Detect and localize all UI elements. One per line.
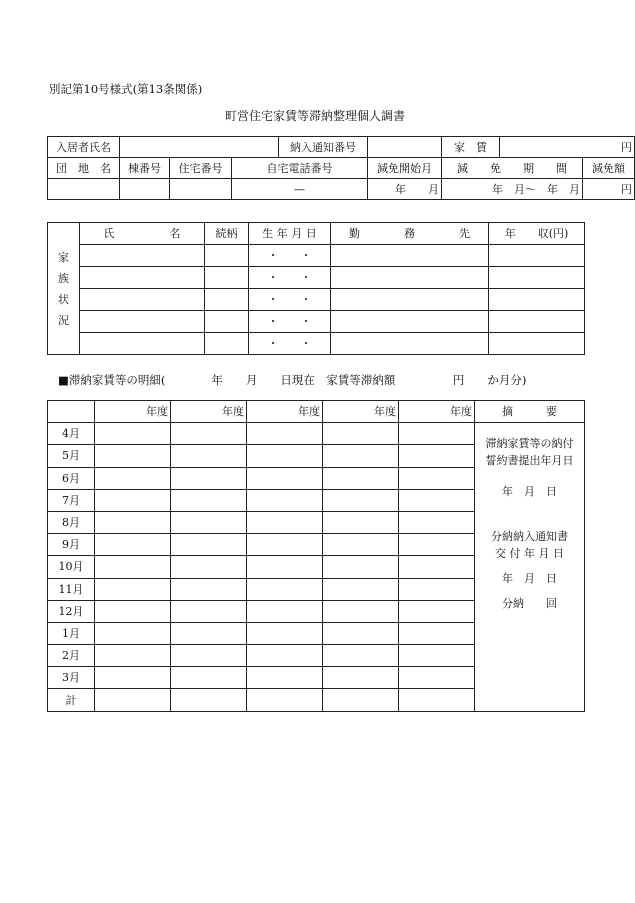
family-birth-field[interactable] — [249, 289, 331, 311]
amount-cell[interactable] — [323, 445, 399, 467]
family-row — [48, 289, 585, 311]
amount-cell[interactable] — [247, 489, 323, 511]
remark-notice-line2: 交 付 年 月 日 — [495, 547, 564, 561]
family-birth-field[interactable] — [249, 245, 331, 267]
rent-field[interactable] — [500, 137, 635, 158]
reduction-amount-label: 減免額 — [583, 158, 635, 179]
family-label-char: 家 — [58, 250, 69, 264]
family-name-field[interactable] — [80, 333, 205, 355]
reduction-amount-field[interactable] — [583, 179, 635, 200]
complex-name-field[interactable] — [48, 179, 120, 200]
amount-cell[interactable] — [171, 600, 247, 622]
amount-cell[interactable] — [323, 511, 399, 533]
amount-cell[interactable] — [95, 667, 171, 689]
amount-cell[interactable] — [399, 556, 475, 578]
home-phone-label: 自宅電話番号 — [232, 158, 368, 179]
remark-pledge-date: 年 月 日 — [502, 485, 557, 499]
family-row — [48, 267, 585, 289]
month-label: 4月 — [48, 423, 95, 445]
amount-cell[interactable] — [171, 556, 247, 578]
reduction-period-field[interactable] — [442, 179, 583, 200]
family-relation-field[interactable] — [205, 245, 249, 267]
birth-dots: ・ ・ — [267, 271, 312, 284]
amount-cell[interactable] — [95, 600, 171, 622]
family-relation-field[interactable] — [205, 289, 249, 311]
phone-dash: — — [294, 182, 306, 196]
amount-cell[interactable] — [171, 467, 247, 489]
month-label: 9月 — [48, 534, 95, 556]
amount-cell[interactable] — [95, 511, 171, 533]
reduction-yen: 円 — [621, 182, 633, 196]
family-work-field[interactable] — [331, 245, 489, 267]
form-reference: 別記第10号様式(第13条関係) — [49, 82, 203, 96]
family-income-field[interactable] — [489, 245, 585, 267]
amount-cell[interactable] — [171, 667, 247, 689]
month-header-blank — [48, 401, 95, 423]
family-name-field[interactable] — [80, 267, 205, 289]
remark-notice-date: 年 月 日 — [502, 572, 557, 586]
remark-pledge-line2: 誓約書提出年月日 — [485, 454, 574, 468]
amount-cell[interactable] — [247, 467, 323, 489]
family-row — [48, 245, 585, 267]
amount-cell[interactable] — [95, 556, 171, 578]
amount-cell[interactable] — [95, 645, 171, 667]
birth-dots: ・ ・ — [267, 337, 312, 350]
family-name-field[interactable] — [80, 245, 205, 267]
family-work-field[interactable] — [331, 311, 489, 333]
amount-cell[interactable] — [171, 534, 247, 556]
month-label: 2月 — [48, 645, 95, 667]
amount-cell[interactable] — [247, 556, 323, 578]
total-cell[interactable] — [171, 689, 247, 711]
amount-cell[interactable] — [247, 600, 323, 622]
amount-cell[interactable] — [247, 423, 323, 445]
amount-cell[interactable] — [399, 511, 475, 533]
unit-no-field[interactable] — [170, 179, 232, 200]
amount-cell[interactable] — [247, 534, 323, 556]
amount-cell[interactable] — [247, 511, 323, 533]
amount-cell[interactable] — [323, 556, 399, 578]
family-birth-field[interactable] — [249, 333, 331, 355]
month-label: 5月 — [48, 445, 95, 467]
unit-no-label: 住宅番号 — [170, 158, 232, 179]
amount-cell[interactable] — [95, 489, 171, 511]
building-no-label: 棟番号 — [120, 158, 170, 179]
reduction-start-field[interactable] — [368, 179, 442, 200]
amount-cell[interactable] — [323, 467, 399, 489]
family-work-field[interactable] — [331, 289, 489, 311]
amount-cell[interactable] — [323, 622, 399, 644]
family-col-name: 氏 名 — [80, 223, 205, 245]
birth-dots: ・ ・ — [267, 293, 312, 306]
amount-cell[interactable] — [171, 511, 247, 533]
family-relation-field[interactable] — [205, 333, 249, 355]
month-label: 8月 — [48, 511, 95, 533]
document-title: 町営住宅家賃等滞納整理個人調書 — [224, 109, 405, 123]
remarks-cell — [475, 423, 585, 711]
amount-cell[interactable] — [323, 600, 399, 622]
amount-cell[interactable] — [323, 423, 399, 445]
amount-cell[interactable] — [247, 645, 323, 667]
amount-cell[interactable] — [399, 423, 475, 445]
month-label: 1月 — [48, 622, 95, 644]
family-work-field[interactable] — [331, 333, 489, 355]
family-label-char: 状 — [58, 292, 69, 306]
amount-cell[interactable] — [399, 600, 475, 622]
family-status-table — [47, 222, 585, 355]
month-label: 11月 — [48, 578, 95, 600]
birth-dots: ・ ・ — [267, 249, 312, 262]
family-work-field[interactable] — [331, 267, 489, 289]
amount-cell[interactable] — [399, 578, 475, 600]
arrears-detail-table — [47, 400, 585, 712]
remark-installments: 分納 回 — [502, 597, 557, 611]
amount-cell[interactable] — [323, 667, 399, 689]
amount-cell[interactable] — [171, 489, 247, 511]
remarks-header: 摘 要 — [475, 401, 585, 423]
amount-cell[interactable] — [399, 622, 475, 644]
amount-cell[interactable] — [247, 622, 323, 644]
amount-cell[interactable] — [399, 489, 475, 511]
amount-cell[interactable] — [171, 622, 247, 644]
rent-yen: 円 — [621, 140, 633, 154]
month-label: 3月 — [48, 667, 95, 689]
amount-cell[interactable] — [399, 467, 475, 489]
amount-cell[interactable] — [95, 578, 171, 600]
amount-cell[interactable] — [399, 645, 475, 667]
amount-cell[interactable] — [399, 445, 475, 467]
family-income-field[interactable] — [489, 267, 585, 289]
amount-cell[interactable] — [171, 578, 247, 600]
home-phone-field[interactable] — [232, 179, 368, 200]
family-label-char: 族 — [58, 271, 69, 285]
family-birth-field[interactable] — [249, 311, 331, 333]
amount-cell[interactable] — [95, 467, 171, 489]
fiscal-year-label: 年度 — [247, 401, 323, 423]
amount-cell[interactable] — [171, 645, 247, 667]
complex-name-label: 団 地 名 — [48, 158, 120, 179]
month-label: 7月 — [48, 489, 95, 511]
family-row — [48, 333, 585, 355]
total-cell[interactable] — [323, 689, 399, 711]
family-status-label — [48, 223, 80, 355]
amount-cell[interactable] — [323, 489, 399, 511]
amount-cell[interactable] — [247, 445, 323, 467]
amount-cell[interactable] — [247, 578, 323, 600]
notice-number-label: 納入通知番号 — [279, 137, 368, 158]
family-income-field[interactable] — [489, 333, 585, 355]
notice-number-field[interactable] — [368, 137, 442, 158]
resident-name-field[interactable] — [120, 137, 279, 158]
amount-cell[interactable] — [399, 667, 475, 689]
arrears-heading: ■滞納家賃等の明細( 年 月 日現在 家賃等滞納額 円 か月分) — [58, 373, 527, 387]
family-income-field[interactable] — [489, 311, 585, 333]
amount-cell[interactable] — [323, 645, 399, 667]
remark-notice-line1: 分納納入通知書 — [491, 530, 568, 544]
fiscal-year-label: 年度 — [399, 401, 475, 423]
family-col-relation: 続柄 — [205, 223, 249, 245]
family-name-field[interactable] — [80, 289, 205, 311]
amount-cell[interactable] — [171, 423, 247, 445]
rent-label: 家 賃 — [442, 137, 500, 158]
month-label: 12月 — [48, 600, 95, 622]
amount-cell[interactable] — [95, 534, 171, 556]
month-label: 10月 — [48, 556, 95, 578]
amount-cell[interactable] — [323, 578, 399, 600]
total-cell[interactable] — [95, 689, 171, 711]
resident-info-table — [47, 136, 635, 200]
amount-cell[interactable] — [95, 622, 171, 644]
month-row — [48, 423, 585, 445]
family-relation-field[interactable] — [205, 311, 249, 333]
family-income-field[interactable] — [489, 289, 585, 311]
family-col-birth: 生 年 月 日 — [249, 223, 331, 245]
birth-dots: ・ ・ — [267, 315, 312, 328]
fiscal-year-label: 年度 — [171, 401, 247, 423]
remark-pledge-line1: 滞納家賃等の納付 — [485, 437, 574, 451]
amount-cell[interactable] — [171, 445, 247, 467]
family-label-char: 況 — [58, 313, 69, 327]
family-name-field[interactable] — [80, 311, 205, 333]
year-month-text: 年 月 — [395, 182, 440, 196]
family-col-income: 年 収(円) — [489, 223, 585, 245]
amount-cell[interactable] — [399, 534, 475, 556]
reduction-start-label: 減免開始月 — [368, 158, 442, 179]
resident-name-label: 入居者氏名 — [48, 137, 120, 158]
total-label: 計 — [48, 689, 95, 711]
month-label: 6月 — [48, 467, 95, 489]
total-cell[interactable] — [399, 689, 475, 711]
fiscal-year-label: 年度 — [95, 401, 171, 423]
family-birth-field[interactable] — [249, 267, 331, 289]
total-cell[interactable] — [247, 689, 323, 711]
family-col-work: 勤 務 先 — [331, 223, 489, 245]
fiscal-year-label: 年度 — [323, 401, 399, 423]
amount-cell[interactable] — [95, 445, 171, 467]
family-relation-field[interactable] — [205, 267, 249, 289]
amount-cell[interactable] — [95, 423, 171, 445]
amount-cell[interactable] — [323, 534, 399, 556]
building-no-field[interactable] — [120, 179, 170, 200]
period-range-text: 年 月～ 年 月 — [492, 182, 581, 196]
reduction-period-label: 減 免 期 間 — [442, 158, 583, 179]
family-row — [48, 311, 585, 333]
amount-cell[interactable] — [247, 667, 323, 689]
